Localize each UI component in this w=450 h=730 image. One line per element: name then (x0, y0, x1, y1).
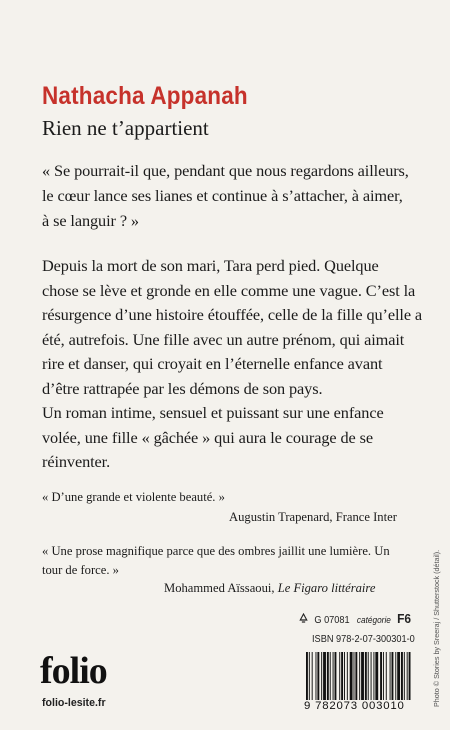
barcode-stripe (365, 652, 367, 700)
barcode-stripe (373, 652, 374, 700)
summary-line: rire et danser, qui croyait en l’éternelle enfance avant (42, 354, 383, 373)
press-source (164, 581, 375, 596)
summary-line: Un roman intime, sensuel et puissant sur une enfance (42, 403, 384, 422)
barcode-stripe (309, 652, 310, 700)
epigraph-line: « Se pourrait-il que, pendant que nous regardons ailleurs, (42, 161, 409, 180)
barcode-stripe (327, 652, 329, 700)
summary-line: chose se lève et gronde en elle comme une vague. C’est la (42, 281, 416, 300)
barcode-stripe (339, 652, 340, 700)
folio-logo: folio (40, 650, 107, 692)
barcode-digits: 9 782073 003010 (303, 700, 417, 712)
epigraph-line: le cœur lance ses lianes et continue à s’attacher, à aimer, (42, 186, 403, 205)
barcode-stripe (333, 652, 334, 700)
summary-line: réinventer. (42, 452, 111, 471)
barcode-stripe (401, 652, 403, 700)
summary-line: été, autrefois. Une fille avec un autre prénom, qui aimait (42, 330, 405, 349)
press-quote: « Une prose magnifique parce que des ombres jaillit une lumière. Un (42, 544, 390, 558)
barcode-stripe (306, 652, 308, 700)
press-source-italic: Le Figaro littéraire (277, 581, 376, 595)
barcode-stripe (354, 652, 355, 700)
summary-line: d’être rattrapée par les démons de son pays. (42, 379, 323, 398)
barcode-stripe (375, 652, 378, 700)
photo-credit: Photo © Stories by Sreeraj / Shutterstock (détail). (432, 549, 441, 707)
epigraph-line: à se languir ? » (42, 211, 139, 230)
barcode-stripe (407, 652, 408, 700)
barcode-stripe (395, 652, 396, 700)
barcode-stripe (344, 652, 345, 700)
barcode-stripe (347, 652, 348, 700)
barcode-stripe (312, 652, 313, 700)
barcode-stripe (404, 652, 405, 700)
press-source (229, 510, 397, 525)
barcode-stripe (330, 652, 331, 700)
barcode-stripe (335, 652, 337, 700)
barcode-stripe (380, 652, 382, 700)
barcode-stripe (390, 652, 391, 700)
recycle-icon (298, 613, 309, 624)
press-quote: « D’une grande et violente beauté. » (42, 490, 225, 504)
isbn: ISBN 978-2-07-300301-0 (312, 634, 415, 645)
barcode-stripe (383, 652, 384, 700)
author-name: Nathacha Appanah (42, 82, 248, 110)
barcode-stripe (316, 652, 317, 700)
barcode-stripe (392, 652, 394, 700)
barcode-stripe (386, 652, 387, 700)
catalog-code: G 07081 (314, 615, 350, 626)
barcode-stripe (341, 652, 343, 700)
publisher-website: folio-lesite.fr (42, 697, 106, 709)
barcode-stripe (323, 652, 326, 700)
barcode-stripe (397, 652, 400, 700)
barcode-stripe (371, 652, 372, 700)
barcode-stripe (359, 652, 360, 700)
summary-line: volée, une fille « gâchée » qui aura le courage de se (42, 428, 374, 447)
barcode-stripe (368, 652, 369, 700)
barcode-stripe (350, 652, 353, 700)
barcode-stripe (361, 652, 364, 700)
catalog-info (298, 611, 411, 626)
summary-line: Depuis la mort de son mari, Tara perd pied. Quelque (42, 256, 379, 275)
barcode-stripe (355, 652, 357, 700)
summary-line: résurgence d’une histoire étouffée, celle de la fille qu’elle a (42, 305, 423, 324)
press-source-text: Mohammed Aïssaoui, (164, 581, 278, 595)
category-label: catégorie (356, 615, 391, 625)
barcode-stripe (409, 652, 411, 700)
barcode-stripe (317, 652, 319, 700)
press-source-text: Augustin Trapenard, France Inter (229, 510, 397, 524)
category-value: F6 (397, 611, 412, 626)
barcode-stripe (321, 652, 322, 700)
press-quote: tour de force. » (42, 563, 119, 577)
book-title: Rien ne t’appartient (42, 116, 209, 140)
